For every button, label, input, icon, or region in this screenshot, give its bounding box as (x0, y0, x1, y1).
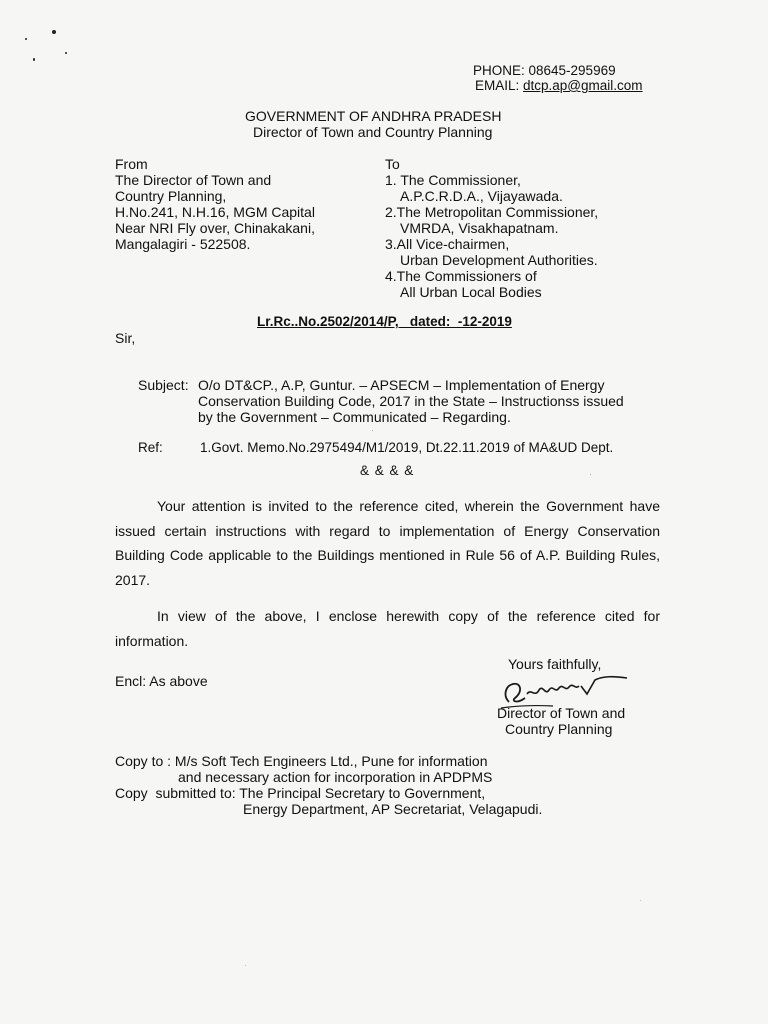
enclosure: Encl: As above (115, 673, 208, 689)
from-line: Mangalagiri - 522508. (115, 236, 251, 252)
to-line: 1. The Commissioner, (385, 172, 521, 188)
scan-speck (590, 474, 591, 475)
subject-text (198, 377, 624, 425)
from-block (115, 156, 315, 252)
to-block (385, 156, 598, 300)
paragraph-2-text: In view of the above, I enclose herewith copy of the reference cited for information. (115, 608, 660, 649)
body-paragraph-1 (115, 494, 660, 592)
email-line (475, 78, 643, 94)
scan-speck (65, 52, 67, 54)
letter-reference-number: Lr.Rc..No.2502/2014/P, dated: -12-2019 (257, 314, 512, 329)
from-line: The Director of Town and (115, 172, 272, 188)
subject-line: O/o DT&CP., A.P, Guntur. – APSECM – Implementation of Energy (198, 377, 605, 393)
copy-to-line-3: Copy submitted to: The Principal Secretary to Government, (115, 785, 486, 801)
department-heading: Director of Town and Country Planning (253, 124, 493, 140)
copy-to-line-2: and necessary action for incorporation in APDPMS (178, 769, 493, 785)
signatory-line-2: Country Planning (505, 721, 613, 737)
to-line: All Urban Local Bodies (400, 284, 542, 300)
to-line: A.P.C.R.D.A., Vijayawada. (400, 188, 563, 204)
salutation: Sir, (115, 330, 136, 346)
to-line: Urban Development Authorities. (400, 252, 598, 268)
body-paragraph-2 (115, 604, 660, 653)
signatory-line-1: Director of Town and (497, 705, 626, 721)
paragraph-1-text: Your attention is invited to the reference cited, wherein the Government have issued certain instructions with regard to implementation of Energy Conservation Building Code applicable to the Buildings mentioned in Rule 56 of A.P. Building Rules, 2017. (115, 498, 660, 588)
email-prefix: EMAIL: (475, 78, 524, 93)
separator: & & & & (360, 463, 415, 478)
to-line: 3.All Vice-chairmen, (385, 236, 510, 252)
copy-to-line-4: Energy Department, AP Secretariat, Velagapudi. (243, 801, 543, 817)
scan-speck (25, 38, 27, 40)
subject-line: by the Government – Communicated – Regarding. (198, 409, 511, 425)
from-line: Country Planning, (115, 188, 227, 204)
scan-speck (372, 430, 373, 431)
from-label: From (115, 156, 148, 172)
email-address[interactable]: dtcp.ap@gmail.com (523, 78, 643, 93)
government-heading: GOVERNMENT OF ANDHRA PRADESH (245, 108, 502, 124)
scan-speck (245, 965, 246, 966)
to-line: VMRDA, Visakhapatnam. (400, 220, 559, 236)
phone-line: PHONE: 08645-295969 (473, 63, 616, 78)
to-label: To (385, 156, 400, 172)
to-line: 2.The Metropolitan Commissioner, (385, 204, 599, 220)
scan-speck (52, 30, 56, 34)
copy-to-line-1: Copy to : M/s Soft Tech Engineers Ltd., Pune for information (115, 753, 488, 769)
closing: Yours faithfully, (508, 656, 602, 672)
from-line: H.No.241, N.H.16, MGM Capital (115, 204, 315, 220)
from-line: Near NRI Fly over, Chinakakani, (115, 220, 315, 236)
subject-line: Conservation Building Code, 2017 in the State – Instructionss issued (198, 393, 624, 409)
subject-label: Subject: (138, 377, 189, 393)
ref-text: 1.Govt. Memo.No.2975494/M1/2019, Dt.22.11.2019 of MA&UD Dept. (200, 440, 614, 455)
scan-speck (640, 900, 641, 901)
scan-speck (33, 58, 35, 61)
ref-label: Ref: (138, 440, 163, 455)
to-line: 4.The Commissioners of (385, 268, 537, 284)
